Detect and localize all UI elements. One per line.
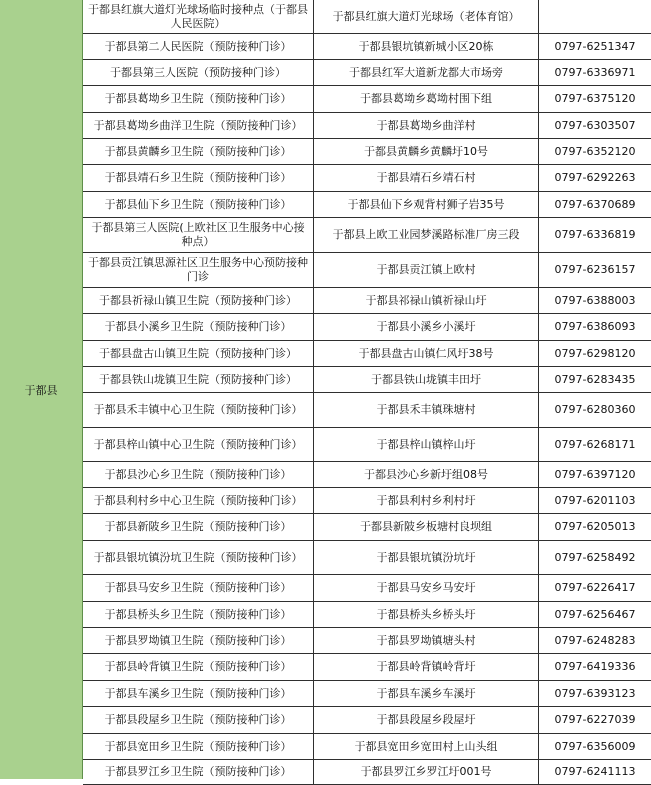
- phone-cell: 0797-6241113: [554, 765, 636, 778]
- phone-cell: 0797-6283435: [554, 372, 636, 386]
- address-cell: 于都县车溪乡车溪圩: [314, 681, 539, 706]
- site-cell: 于都县银坑镇汾坑卫生院（预防接种门诊）: [83, 541, 314, 574]
- site-cell: 于都县新陂乡卫生院（预防接种门诊）: [83, 514, 314, 540]
- phone-cell: 0797-6248283: [554, 633, 636, 647]
- table-row: [83, 165, 651, 192]
- phone-cell: 0797-6205013: [554, 520, 636, 533]
- table-row: [83, 681, 651, 707]
- phone-cell: 0797-6201103: [554, 493, 636, 507]
- site-cell: 于都县沙心乡卫生院（预防接种门诊）: [83, 462, 314, 487]
- table-row: [83, 367, 651, 393]
- site-cell: 于都县盘古山镇卫生院（预防接种门诊）: [83, 341, 314, 366]
- phone-cell: 0797-6393123: [554, 686, 636, 700]
- table-body: [83, 0, 651, 779]
- address-cell: 于都县沙心乡新圩组08号: [314, 462, 539, 487]
- table-row: [83, 707, 651, 734]
- phone-cell: 0797-6386093: [554, 320, 636, 333]
- table-row: [83, 113, 651, 139]
- site-cell: 于都县靖石乡卫生院（预防接种门诊）: [83, 165, 314, 191]
- table-row: [83, 428, 651, 462]
- site-cell: 于都县贡江镇思源社区卫生服务中心预防接种门诊: [83, 253, 314, 287]
- site-cell: 于都县第二人民医院（预防接种门诊）: [83, 34, 314, 59]
- address-cell: 于都县罗江乡罗江圩001号: [314, 760, 539, 784]
- table-row: [83, 192, 651, 218]
- table-row: [83, 514, 651, 541]
- site-cell: 于都县罗坳镇卫生院（预防接种门诊）: [83, 628, 314, 653]
- phone-cell: 0797-6236157: [554, 263, 636, 276]
- table-row: [83, 34, 651, 60]
- phone-cell: 0797-6370689: [554, 197, 636, 211]
- site-cell: 于都县葛坳乡曲洋卫生院（预防接种门诊）: [83, 113, 314, 138]
- table-row: [83, 654, 651, 681]
- phone-cell: 0797-6258492: [554, 550, 636, 564]
- county-cell: 于都县: [0, 0, 83, 779]
- address-cell: 于都县靖石乡靖石村: [314, 165, 539, 191]
- table-row: [83, 541, 651, 575]
- table-row: [83, 488, 651, 514]
- site-cell: 于都县小溪乡卫生院（预防接种门诊）: [83, 314, 314, 340]
- phone-cell: 0797-6397120: [554, 467, 636, 481]
- address-cell: 于都县盘古山镇仁风圩38号: [314, 341, 539, 366]
- table-row: [83, 218, 651, 253]
- address-cell: 于都县梓山镇梓山圩: [314, 428, 539, 461]
- table-row: [83, 60, 651, 86]
- address-cell: 于都县桥头乡桥头圩: [314, 602, 539, 627]
- phone-cell: 0797-6292263: [554, 171, 636, 184]
- phone-cell: [539, 0, 651, 33]
- site-cell: 于都县葛坳乡卫生院（预防接种门诊）: [83, 86, 314, 112]
- address-cell: 于都县葛坳乡曲洋村: [314, 113, 539, 138]
- site-cell: 于都县祈禄山镇卫生院（预防接种门诊）: [83, 288, 314, 313]
- site-cell: 于都县段屋乡卫生院（预防接种门诊）: [83, 707, 314, 733]
- address-cell: 于都县铁山垅镇丰田圩: [314, 367, 539, 392]
- site-cell: 于都县红旗大道灯光球场临时接种点（于都县人民医院）: [83, 0, 314, 33]
- address-cell: 于都县仙下乡观背村狮子岩35号: [314, 192, 539, 217]
- site-cell: 于都县利村乡中心卫生院（预防接种门诊）: [83, 488, 314, 513]
- address-cell: 于都县岭背镇岭背圩: [314, 654, 539, 680]
- site-cell: 于都县铁山垅镇卫生院（预防接种门诊）: [83, 367, 314, 392]
- phone-cell: 0797-6419336: [554, 660, 636, 673]
- site-cell: 于都县桥头乡卫生院（预防接种门诊）: [83, 602, 314, 627]
- address-cell: 于都县红旗大道灯光球场（老体育馆）: [314, 0, 539, 33]
- table-row: [83, 314, 651, 341]
- phone-cell: 0797-6388003: [554, 293, 636, 307]
- table-row: [83, 139, 651, 165]
- table-row: [83, 288, 651, 314]
- site-cell: 于都县罗江乡卫生院（预防接种门诊）: [83, 760, 314, 784]
- address-cell: 于都县黄麟乡黄麟圩10号: [314, 139, 539, 164]
- table-row: [83, 86, 651, 113]
- phone-cell: 0797-6226417: [554, 581, 636, 594]
- site-cell: 于都县车溪乡卫生院（预防接种门诊）: [83, 681, 314, 706]
- phone-cell: 0797-6268171: [554, 437, 636, 451]
- phone-cell: 0797-6356009: [554, 739, 636, 753]
- site-cell: 于都县第三人医院（预防接种门诊）: [83, 60, 314, 85]
- address-cell: 于都县马安乡马安圩: [314, 575, 539, 601]
- table-row: [83, 462, 651, 488]
- address-cell: 于都县小溪乡小溪圩: [314, 314, 539, 340]
- address-cell: 于都县葛坳乡葛坳村围下组: [314, 86, 539, 112]
- address-cell: 于都县罗坳镇塘头村: [314, 628, 539, 653]
- address-cell: 于都县上欧工业园梦溪路标准厂房三段: [314, 218, 539, 252]
- table-row: [83, 0, 651, 34]
- table-row: [83, 341, 651, 367]
- address-cell: 于都县新陂乡板塘村良坝组: [314, 514, 539, 540]
- address-cell: 于都县贡江镇上欧村: [314, 253, 539, 287]
- phone-cell: 0797-6298120: [554, 346, 636, 360]
- address-cell: 于都县禾丰镇珠塘村: [314, 393, 539, 427]
- site-cell: 于都县宽田乡卫生院（预防接种门诊）: [83, 734, 314, 759]
- address-cell: 于都县银坑镇新城小区20栋: [314, 34, 539, 59]
- site-cell: 于都县梓山镇中心卫生院（预防接种门诊）: [83, 428, 314, 461]
- site-cell: 于都县岭背镇卫生院（预防接种门诊）: [83, 654, 314, 680]
- address-cell: 于都县利村乡利村圩: [314, 488, 539, 513]
- phone-cell: 0797-6336971: [554, 65, 636, 79]
- table-row: [83, 393, 651, 428]
- table-row: [83, 760, 651, 785]
- address-cell: 于都县红军大道新龙都大市场旁: [314, 60, 539, 85]
- table-row: [83, 253, 651, 288]
- site-cell: 于都县马安乡卫生院（预防接种门诊）: [83, 575, 314, 601]
- phone-cell: 0797-6256467: [554, 607, 636, 621]
- phone-cell: 0797-6375120: [554, 92, 636, 105]
- table-row: [83, 575, 651, 602]
- phone-cell: 0797-6352120: [554, 144, 636, 158]
- phone-cell: 0797-6280360: [554, 403, 636, 416]
- site-cell: 于都县仙下乡卫生院（预防接种门诊）: [83, 192, 314, 217]
- phone-cell: 0797-6227039: [554, 713, 636, 726]
- phone-cell: 0797-6251347: [554, 39, 636, 53]
- phone-cell: 0797-6336819: [554, 228, 636, 241]
- site-cell: 于都县禾丰镇中心卫生院（预防接种门诊）: [83, 393, 314, 427]
- site-cell: 于都县黄麟乡卫生院（预防接种门诊）: [83, 139, 314, 164]
- phone-cell: 0797-6303507: [554, 118, 636, 132]
- site-cell: 于都县第三人医院(上欧社区卫生服务中心接种点）: [83, 218, 314, 252]
- address-cell: 于都县宽田乡宽田村上山头组: [314, 734, 539, 759]
- table-row: [83, 602, 651, 628]
- address-cell: 于都县银坑镇汾坑圩: [314, 541, 539, 574]
- table-row: [83, 628, 651, 654]
- address-cell: 于都县段屋乡段屋圩: [314, 707, 539, 733]
- address-cell: 于都县祁禄山镇祈禄山圩: [314, 288, 539, 313]
- table-row: [83, 734, 651, 760]
